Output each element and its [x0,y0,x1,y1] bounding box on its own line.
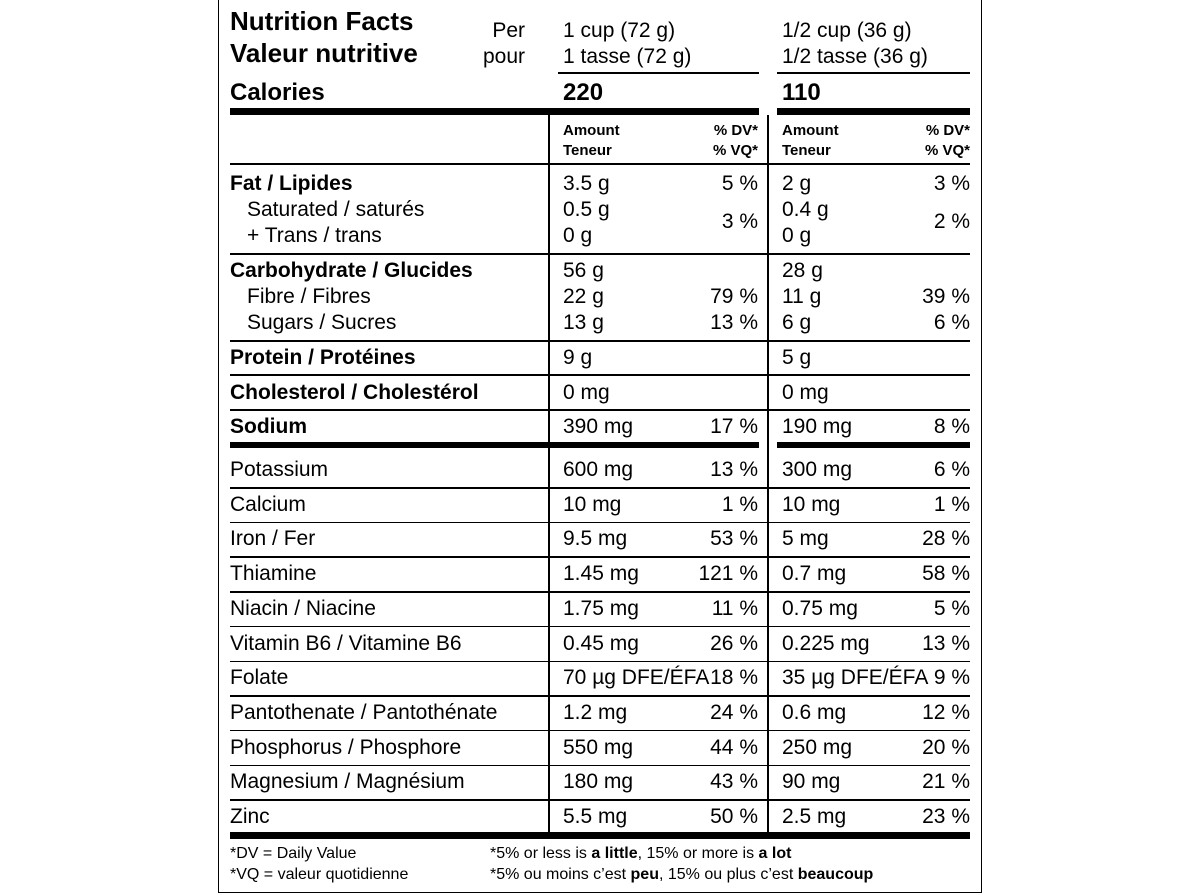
serving-size-2-english: 1/2 cup (36 g) [782,19,912,42]
rule-after-protein [230,374,970,376]
row-divider [230,765,970,767]
sugars-dv-2: 6 % [933,311,970,334]
serving-size-1-english: 1 cup (72 g) [563,19,676,42]
header-rule-1 [558,72,759,74]
dv-2: 58 % [922,562,970,586]
dv-heading-2: % DV* [925,122,970,139]
title-english: Nutrition Facts [230,6,414,36]
note-en-part-2: , 15% or more is [637,845,759,862]
carbohydrate-amount-2: 28 g [782,259,823,282]
nutrient-label: Folate [230,666,289,690]
sugars-label: Sugars / Sucres [247,311,397,334]
note-en-a-little: a little [591,845,638,862]
footnote-scale-french [490,866,873,884]
sat-trans-dv-2: 2 % [933,210,970,233]
footnote-vq-french: *VQ = valeur quotidienne [230,866,409,883]
row-divider [230,730,970,732]
sodium-dv-1: 17 % [710,415,758,438]
row-divider [230,661,970,663]
calories-bar-2 [777,108,970,115]
dv-2: 20 % [922,735,970,759]
nutrient-label: Potassium [230,458,329,481]
amount-2: 0.75 mg [782,596,858,620]
note-fr-part-2: , 15% ou plus c’est [658,866,798,883]
sodium-amount-2: 190 mg [782,415,853,438]
dv-1: 44 % [710,735,758,759]
dv-2: 21 % [922,770,970,794]
column-divider [548,115,550,832]
note-en-part-1: *5% or less is [490,845,592,862]
row-divider [230,591,970,593]
nutrient-label: Magnesium / Magnésium [230,770,465,794]
nutrient-label: Niacin / Niacine [230,596,376,620]
fibre-dv-1: 79 % [710,285,758,308]
dv-1: 43 % [710,770,758,794]
amount-2: 90 mg [782,770,841,794]
nutrient-label: Calcium [230,492,306,516]
protein-amount-1: 9 g [563,346,593,369]
nutrient-label: Pantothenate / Pantothénate [230,700,498,724]
dv-1: 24 % [710,700,758,724]
dv-heading-1: % DV* [713,122,758,139]
trans-amount-2: 0 g [782,224,812,247]
sugars-amount-2: 6 g [782,311,812,334]
row-divider [230,626,970,628]
dv-1: 11 % [711,596,758,620]
row-divider [230,799,970,801]
sugars-dv-1: 13 % [710,311,758,334]
amount-2: 35 µg DFE/ÉFA [782,666,929,690]
teneur-heading-1: Teneur [563,142,612,159]
sodium-dv-2: 8 % [933,415,970,438]
cholesterol-amount-2: 0 mg [782,381,829,404]
dv-2: 5 % [933,596,970,620]
saturated-amount-2: 0.4 g [782,198,829,221]
fibre-amount-2: 11 g [782,285,822,308]
trans-label: + Trans / trans [247,224,382,247]
amount-2: 0.225 mg [782,631,870,655]
row-divider [230,695,970,697]
dv-2: 9 % [933,666,970,690]
dv-2: 6 % [933,458,970,481]
amount-1: 180 mg [563,770,634,794]
amount-2: 0.6 mg [782,700,847,724]
amount-heading-1: Amount [563,122,620,139]
rule-after-fat [230,253,970,255]
title-french: Valeur nutritive [230,38,418,68]
vq-heading-1: % VQ* [712,142,758,159]
dv-1: 18 % [710,666,758,690]
amount-1: 70 µg DFE/ÉFA [563,666,710,690]
row-divider [230,522,970,524]
amount-2: 250 mg [782,735,853,759]
nutrient-label: Iron / Fer [230,527,316,551]
trans-amount-1: 0 g [563,224,593,247]
serving-size-2-french: 1/2 tasse (36 g) [782,45,928,68]
amount-1: 1.2 mg [563,700,628,724]
fat-dv-1: 5 % [721,172,758,195]
teneur-heading-2: Teneur [782,142,831,159]
amount-1: 9.5 mg [563,527,628,551]
sodium-amount-1: 390 mg [563,415,634,438]
sodium-bar-1 [230,442,759,448]
sodium-bar-2 [777,442,970,448]
amount-1: 0.45 mg [563,631,639,655]
cholesterol-amount-1: 0 mg [563,381,610,404]
amount-1: 600 mg [563,458,634,481]
pour-label: pour [482,45,525,68]
header-rule-2 [777,72,970,74]
dv-1: 26 % [710,631,758,655]
note-fr-peu: peu [630,866,659,883]
saturated-amount-1: 0.5 g [563,198,610,221]
dv-1: 13 % [710,458,758,481]
amount-2: 5 mg [782,527,829,551]
amount-1: 1.75 mg [563,596,639,620]
protein-label: Protein / Protéines [230,346,416,369]
amount-heading-2: Amount [782,122,839,139]
nutrient-label: Vitamin B6 / Vitamine B6 [230,631,462,655]
fat-amount-2: 2 g [782,172,812,195]
amount-2: 0.7 mg [782,562,847,586]
dv-1: 121 % [698,562,758,586]
dv-2: 23 % [922,805,970,828]
amount-2: 2.5 mg [782,805,847,828]
dv-1: 50 % [710,805,758,828]
fibre-amount-1: 22 g [563,285,604,308]
nutrient-label: Phosphorus / Phosphore [230,735,462,759]
sat-trans-dv-1: 3 % [721,210,758,233]
protein-amount-2: 5 g [782,346,812,369]
calories-value-2: 110 [782,79,821,106]
serving-size-1-french: 1 tasse (72 g) [563,45,692,68]
rule-after-carb [230,340,970,342]
sugars-amount-1: 13 g [563,311,604,334]
fat-amount-1: 3.5 g [563,172,610,195]
nutrient-label: Thiamine [230,562,317,586]
rule-after-cholesterol [230,409,970,411]
row-divider [230,487,970,489]
cholesterol-label: Cholesterol / Cholestérol [230,381,479,404]
amount-1: 10 mg [563,492,622,516]
calories-bar-1 [230,108,759,115]
carbohydrate-amount-1: 56 g [563,259,604,282]
dv-1: 53 % [710,527,758,551]
sodium-label: Sodium [230,415,307,438]
rule-before-fat [230,163,970,165]
amount-1: 1.45 mg [563,562,639,586]
dv-1: 1 % [721,492,758,516]
dv-2: 1 % [933,492,970,516]
dv-2: 12 % [922,700,970,724]
saturated-label: Saturated / saturés [247,198,425,221]
fat-label: Fat / Lipides [230,172,353,195]
dv-2: 28 % [922,527,970,551]
amount-2: 10 mg [782,492,841,516]
calories-value-1: 220 [563,79,604,106]
bottom-bar [230,832,970,839]
fibre-dv-2: 39 % [922,285,970,308]
footnote-dv-english: *DV = Daily Value [230,845,357,862]
calories-label: Calories [230,79,325,106]
fibre-label: Fibre / Fibres [247,285,371,308]
column-divider [767,115,769,832]
fat-dv-2: 3 % [933,172,970,195]
note-en-a-lot: a lot [758,845,792,862]
footnote-scale-english [490,845,791,863]
per-label: Per [492,19,525,42]
carbohydrate-label: Carbohydrate / Glucides [230,259,473,282]
vq-heading-2: % VQ* [924,142,970,159]
amount-1: 5.5 mg [563,805,628,828]
nutrient-label: Zinc [230,805,270,828]
row-divider [230,556,970,558]
amount-1: 550 mg [563,735,634,759]
dv-2: 13 % [922,631,970,655]
note-fr-beaucoup: beaucoup [797,866,874,883]
note-fr-part-1: *5% ou moins c’est [490,866,631,883]
amount-2: 300 mg [782,458,853,481]
